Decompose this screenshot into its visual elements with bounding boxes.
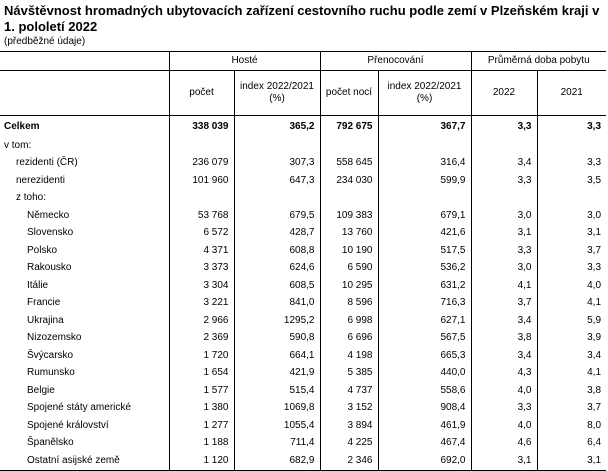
cell-guests-index: 1069,8	[234, 400, 320, 418]
cell-guests: 236 079	[169, 155, 234, 173]
header-nights-count: počet nocí	[320, 71, 378, 116]
cell-nights-index: 599,9	[378, 172, 471, 190]
cell-stay-2021	[537, 190, 606, 208]
cell-nights: 558 645	[320, 155, 378, 173]
header-corner-lower	[0, 71, 169, 116]
tourism-table	[0, 51, 606, 471]
row-label: Belgie	[27, 384, 55, 396]
cell-guests-index: 307,3	[234, 155, 320, 173]
cell-guests: 6 572	[169, 225, 234, 243]
cell-stay-2022: 3,0	[471, 207, 537, 225]
cell-stay-2022: 3,1	[471, 452, 537, 470]
header-nights-index: index 2022/2021 (%)	[378, 71, 471, 116]
cell-nights-index: 567,5	[378, 330, 471, 348]
row-label: z toho:	[16, 192, 47, 204]
cell-stay-2022	[471, 137, 537, 155]
cell-nights-index: 367,7	[378, 116, 471, 138]
table-row	[0, 155, 606, 173]
cell-stay-2022: 3,3	[471, 400, 537, 418]
header-corner	[0, 52, 169, 71]
cell-guests: 1 654	[169, 365, 234, 383]
cell-guests-index: 421,9	[234, 365, 320, 383]
cell-guests: 53 768	[169, 207, 234, 225]
table-row	[0, 137, 606, 155]
cell-stay-2021: 5,9	[537, 312, 606, 330]
table-row	[0, 452, 606, 470]
cell-guests-index: 679,5	[234, 207, 320, 225]
table-subtitle: (předběžné údaje)	[4, 36, 86, 47]
table-row	[0, 330, 606, 348]
row-label: Francie	[27, 297, 61, 309]
cell-guests-index: 624,6	[234, 260, 320, 278]
cell-nights: 8 596	[320, 295, 378, 313]
cell-stay-2021: 3,3	[537, 116, 606, 138]
cell-stay-2021: 6,4	[537, 435, 606, 453]
cell-stay-2022: 3,4	[471, 312, 537, 330]
header-year-2021: 2021	[537, 71, 606, 116]
table-row-total	[0, 116, 606, 138]
cell-nights: 10 295	[320, 277, 378, 295]
table-row	[0, 435, 606, 453]
cell-stay-2022: 3,8	[471, 330, 537, 348]
header-avg-stay: Průměrná doba pobytu	[471, 52, 606, 71]
cell-guests-index: 515,4	[234, 382, 320, 400]
cell-stay-2022: 3,7	[471, 295, 537, 313]
cell-nights: 234 030	[320, 172, 378, 190]
cell-stay-2022: 3,1	[471, 225, 537, 243]
cell-guests-index: 608,8	[234, 242, 320, 260]
cell-nights-index: 440,0	[378, 365, 471, 383]
row-label: Celkem	[4, 120, 40, 132]
row-label: Spojené království	[27, 419, 109, 431]
cell-guests: 4 371	[169, 242, 234, 260]
cell-guests-index	[234, 137, 320, 155]
cell-guests: 1 380	[169, 400, 234, 418]
table-row	[0, 295, 606, 313]
table-row	[0, 382, 606, 400]
cell-guests-index: 664,1	[234, 347, 320, 365]
cell-guests-index: 608,5	[234, 277, 320, 295]
table-row	[0, 312, 606, 330]
row-label: Rumunsko	[27, 367, 75, 379]
cell-guests: 3 373	[169, 260, 234, 278]
cell-stay-2022	[471, 190, 537, 208]
cell-stay-2021: 4,1	[537, 365, 606, 383]
cell-stay-2022: 4,1	[471, 277, 537, 295]
table-row	[0, 347, 606, 365]
cell-nights-index: 517,5	[378, 242, 471, 260]
cell-nights: 4 737	[320, 382, 378, 400]
cell-nights-index: 316,4	[378, 155, 471, 173]
table-row	[0, 242, 606, 260]
row-label: v tom:	[4, 139, 32, 151]
cell-nights-index: 421,6	[378, 225, 471, 243]
cell-guests	[169, 190, 234, 208]
cell-stay-2022: 3,3	[471, 172, 537, 190]
row-label: Německo	[27, 209, 70, 221]
cell-nights-index: 558,6	[378, 382, 471, 400]
cell-stay-2022: 4,3	[471, 365, 537, 383]
cell-stay-2021: 3,5	[537, 172, 606, 190]
cell-guests: 1 720	[169, 347, 234, 365]
cell-nights-index: 665,3	[378, 347, 471, 365]
header-nights: Přenocování	[320, 52, 471, 71]
cell-stay-2021: 3,1	[537, 225, 606, 243]
cell-guests-index: 841,0	[234, 295, 320, 313]
cell-nights-index: 716,3	[378, 295, 471, 313]
cell-nights: 10 190	[320, 242, 378, 260]
cell-nights	[320, 190, 378, 208]
cell-stay-2021: 3,7	[537, 400, 606, 418]
cell-nights: 2 346	[320, 452, 378, 470]
table-row	[0, 260, 606, 278]
cell-stay-2022: 3,4	[471, 155, 537, 173]
cell-guests: 1 277	[169, 417, 234, 435]
header-year-2022: 2022	[471, 71, 537, 116]
row-label: Nizozemsko	[27, 332, 82, 344]
cell-guests: 2 369	[169, 330, 234, 348]
cell-nights-index	[378, 190, 471, 208]
cell-guests: 2 966	[169, 312, 234, 330]
cell-nights: 3 152	[320, 400, 378, 418]
cell-stay-2021: 3,3	[537, 260, 606, 278]
cell-guests-index: 590,8	[234, 330, 320, 348]
table-row	[0, 365, 606, 383]
cell-stay-2021: 4,0	[537, 277, 606, 295]
cell-nights-index: 631,2	[378, 277, 471, 295]
cell-stay-2022: 3,3	[471, 116, 537, 138]
table-header	[0, 52, 606, 116]
cell-stay-2021: 4,1	[537, 295, 606, 313]
cell-stay-2022: 3,4	[471, 347, 537, 365]
header-guests-count: počet	[169, 71, 234, 116]
cell-guests-index	[234, 190, 320, 208]
row-label: Spojené státy americké	[27, 402, 131, 414]
cell-stay-2022: 4,0	[471, 417, 537, 435]
row-label: nerezidenti	[16, 174, 65, 186]
table-row	[0, 277, 606, 295]
cell-guests-index: 1055,4	[234, 417, 320, 435]
cell-stay-2021: 3,3	[537, 155, 606, 173]
cell-nights: 3 894	[320, 417, 378, 435]
cell-nights: 5 385	[320, 365, 378, 383]
cell-guests-index: 365,2	[234, 116, 320, 138]
cell-guests: 1 188	[169, 435, 234, 453]
table-row	[0, 207, 606, 225]
cell-stay-2021	[537, 137, 606, 155]
row-label: Slovensko	[27, 227, 74, 239]
cell-guests: 1 577	[169, 382, 234, 400]
table-title: Návštěvnost hromadných ubytovacích zařízení cestovního ruchu podle zemí v Plzeňském kraji v 1. pololetí 2022	[4, 3, 600, 34]
cell-guests-index: 711,4	[234, 435, 320, 453]
cell-stay-2021: 3,9	[537, 330, 606, 348]
cell-nights: 6 696	[320, 330, 378, 348]
cell-stay-2021: 3,7	[537, 242, 606, 260]
row-label: rezidenti (ČR)	[16, 157, 78, 169]
cell-guests-index: 647,3	[234, 172, 320, 190]
cell-nights-index	[378, 137, 471, 155]
table-row	[0, 190, 606, 208]
cell-nights	[320, 137, 378, 155]
cell-stay-2021: 3,4	[537, 347, 606, 365]
row-label: Španělsko	[27, 437, 74, 449]
cell-guests: 101 960	[169, 172, 234, 190]
cell-nights: 4 198	[320, 347, 378, 365]
row-label: Rakousko	[27, 262, 72, 274]
row-label: Švýcarsko	[27, 349, 74, 361]
row-label: Ukrajina	[27, 314, 64, 326]
cell-guests-index: 1295,2	[234, 312, 320, 330]
cell-stay-2021: 8,0	[537, 417, 606, 435]
cell-nights: 792 675	[320, 116, 378, 138]
table-row	[0, 225, 606, 243]
cell-nights-index: 536,2	[378, 260, 471, 278]
cell-nights: 109 383	[320, 207, 378, 225]
table-row	[0, 400, 606, 418]
cell-stay-2022: 4,6	[471, 435, 537, 453]
cell-guests: 3 221	[169, 295, 234, 313]
cell-stay-2021: 3,8	[537, 382, 606, 400]
cell-nights: 6 590	[320, 260, 378, 278]
cell-nights-index: 908,4	[378, 400, 471, 418]
cell-stay-2021: 3,1	[537, 452, 606, 470]
cell-guests-index: 682,9	[234, 452, 320, 470]
cell-guests-index: 428,7	[234, 225, 320, 243]
row-label: Ostatní asijské země	[0, 452, 169, 470]
cell-nights-index: 692,0	[378, 452, 471, 470]
row-label: Itálie	[27, 279, 49, 291]
header-guests: Hosté	[169, 52, 320, 71]
cell-stay-2022: 3,3	[471, 242, 537, 260]
cell-nights: 6 998	[320, 312, 378, 330]
cell-nights-index: 461,9	[378, 417, 471, 435]
cell-stay-2021: 3,0	[537, 207, 606, 225]
cell-nights-index: 627,1	[378, 312, 471, 330]
row-label: Polsko	[27, 244, 58, 256]
table-row	[0, 417, 606, 435]
cell-stay-2022: 4,0	[471, 382, 537, 400]
cell-guests	[169, 137, 234, 155]
cell-guests: 338 039	[169, 116, 234, 138]
cell-guests: 1 120	[169, 452, 234, 470]
table-body	[0, 116, 606, 471]
cell-stay-2022: 3,0	[471, 260, 537, 278]
cell-nights: 13 760	[320, 225, 378, 243]
cell-guests: 3 304	[169, 277, 234, 295]
cell-nights-index: 679,1	[378, 207, 471, 225]
header-guests-index: index 2022/2021 (%)	[234, 71, 320, 116]
table-row	[0, 172, 606, 190]
cell-nights-index: 467,4	[378, 435, 471, 453]
cell-nights: 4 225	[320, 435, 378, 453]
